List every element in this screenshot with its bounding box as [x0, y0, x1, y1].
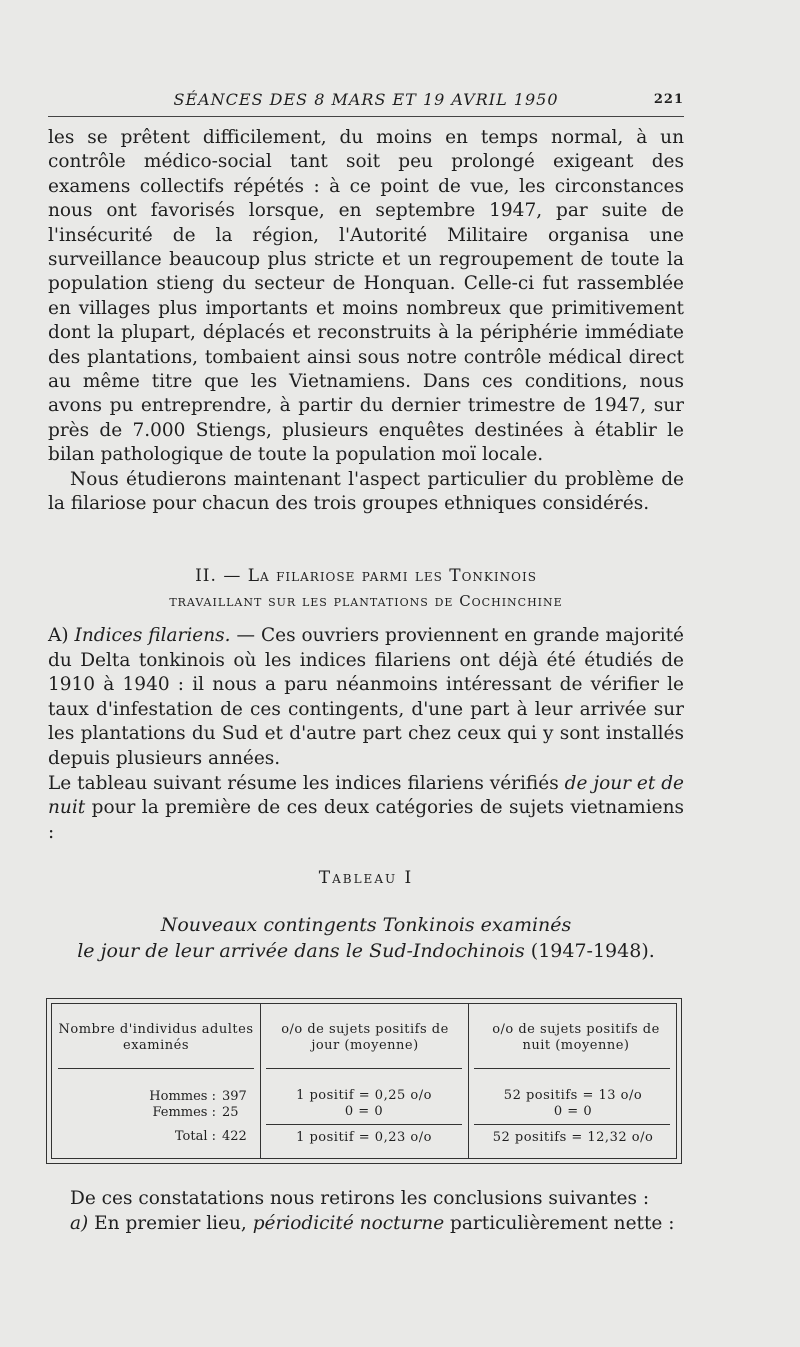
total-rule [266, 1124, 462, 1125]
body-text-subsection [48, 624, 684, 845]
page-number: 221 [653, 92, 684, 107]
table-intro-b: pour la première de ces deux catégories de sujets vietnamiens : [48, 797, 684, 843]
table-header-count: Nombre d'individus adultes examinés [58, 1022, 254, 1053]
table-intro-italic: de jour et de nuit [48, 772, 684, 819]
table-caption [48, 912, 684, 964]
table-header-night: o/o de sujets positifs de nuit (moyenne) [492, 1022, 660, 1053]
paragraph-groups: Nous étudierons maintenant l'aspect particulier du problème de la filariose pour chacun des trois groupes ethniques considérés. [48, 468, 684, 515]
caption-line-2: le jour de leur arrivée dans le Sud-Indochinois (1947-1948). [77, 940, 655, 962]
table-inner-frame [51, 1003, 677, 1159]
conclusion-text [48, 1186, 684, 1236]
data-table [46, 998, 682, 1164]
table-cell-day: 1 positif = 0,25 o/o [296, 1088, 432, 1103]
table-cell-night: 0 = 0 [553, 1104, 593, 1119]
running-header [48, 88, 684, 118]
header-rule [474, 1068, 670, 1069]
caption-line-1: Nouveaux contingents Tonkinois examinés [160, 914, 572, 936]
table-total-day: 1 positif = 0,23 o/o [296, 1130, 432, 1145]
header-rule [48, 116, 684, 117]
table-row-label: Hommes : [149, 1089, 216, 1104]
subsection-label: A) [48, 625, 69, 646]
section-heading-line-2: travaillant sur les plantations de Cochinchine [169, 592, 563, 610]
table-row-count: 397 [222, 1089, 247, 1104]
table-label: Tableau I [318, 868, 414, 888]
table-intro-paragraph [48, 772, 684, 846]
header-rule [58, 1068, 254, 1069]
subsection-text: — Ces ouvriers proviennent en grande majorité du Delta tonkinois où les indices filariens ont déjà été étudiés de 1910 à 1940 : il nous a paru néanmoins intéressant de vérifier le taux d'infestation de ces contingents, d'une part à leur arrivée sur les plantations du Sud et d'autre part chez ceux qui y sont installés depuis plusieurs années. [48, 625, 684, 769]
subsection-paragraph [48, 624, 684, 772]
table-cell-night: 52 positifs = 13 o/o [503, 1088, 643, 1103]
table-intro-a: Le tableau suivant résume les indices filariens vérifiés [48, 772, 559, 794]
paragraph-continued: les se prêtent difficilement, du moins en temps normal, à un contrôle médico-social tant soit peu prolongé exigeant des examens collectifs répétés : à ce point de vue, les circonstances nous ont favorisés lorsque, en septembre 1947, par suite de l'insécurité de la région, l'Autorité Militaire organisa une surveillance beaucoup plus stricte et un regroupement de toute la population stieng du secteur de Honquan. Celle-ci fut rassemblée en villages plus importants et moins nombreux que primitivement dont la plupart, déplacés et reconstruits à la périphérie immédiate des plantations, tombaient ainsi sous notre contrôle médical direct au même titre que les Vietnamiens. Dans ces conditions, nous avons pu entreprendre, à partir du dernier trimestre de 1947, sur près de 7.000 Stiengs, plusieurs enquêtes destinées à établir le bilan pathologique de toute la population moï locale. [48, 127, 684, 466]
header-title: SÉANCES DES 8 MARS ET 19 AVRIL 1950 [173, 90, 559, 109]
table-row-label: Femmes : [152, 1105, 216, 1120]
body-text-top [48, 126, 684, 517]
section-heading-line-1: II. — La filariose parmi les Tonkinois [195, 566, 537, 586]
conclusion-item-a: a) En premier lieu, périodicité nocturne particulièrement nette : [70, 1213, 675, 1234]
table-total-count: 422 [222, 1129, 247, 1144]
table-total-label: Total : [174, 1129, 216, 1144]
section-heading [48, 566, 684, 610]
table-cell-day: 0 = 0 [344, 1104, 384, 1119]
total-rule [474, 1124, 670, 1125]
table-total-night: 52 positifs = 12,32 o/o [492, 1130, 654, 1145]
subsection-title: Indices filariens. [74, 625, 231, 646]
header-rule [266, 1068, 462, 1069]
table-row-count: 25 [222, 1105, 239, 1120]
table-header-day: o/o de sujets positifs de jour (moyenne) [281, 1022, 449, 1053]
conclusion-line: De ces constatations nous retirons les conclusions suivantes : [70, 1188, 650, 1209]
